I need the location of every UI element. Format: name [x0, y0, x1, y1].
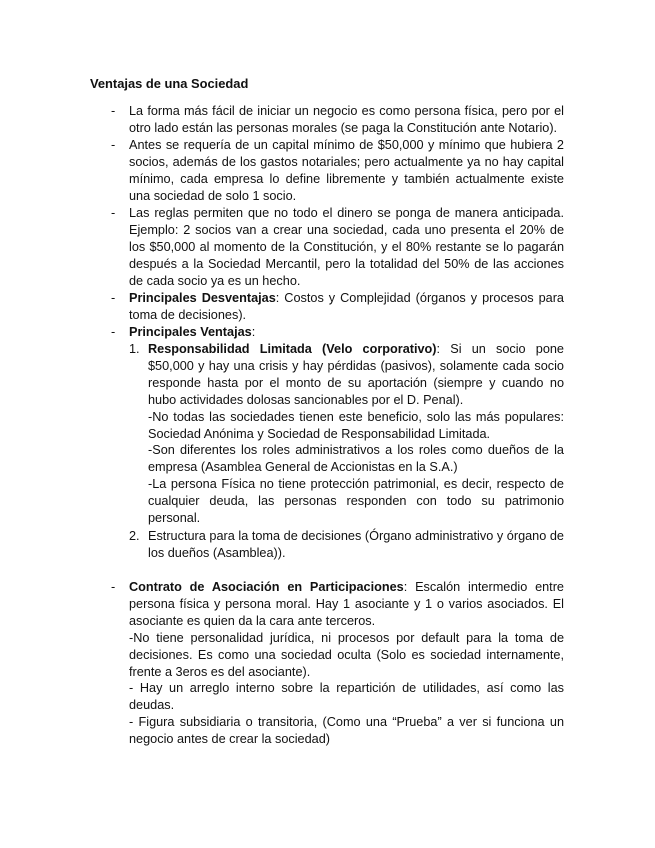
list-number: 1.: [129, 342, 140, 356]
ventaja-estructura: [148, 528, 564, 562]
ventaja-responsabilidad-limitada: [148, 341, 564, 527]
bullet-body: : Costos y Complejidad (órganos y procesos para toma de decisiones).: [129, 291, 564, 322]
bullet-heading: Principales Ventajas: [129, 325, 252, 339]
list-number: 2.: [129, 529, 140, 543]
bullet-dash: -: [111, 104, 116, 118]
ventaja-text: [148, 341, 564, 409]
bullet-text: [129, 290, 564, 324]
ventaja-heading: Responsabilidad Limitada (Velo corporativo): [148, 342, 437, 356]
bullet-note: -No tiene personalidad jurídica, ni procesos por default para la toma de decisiones. Es como una sociedad oculta (Solo es sociedad internamente, frente a 3eros es del asociante).: [129, 630, 564, 679]
bullet-dash: -: [111, 291, 116, 305]
bullet-reglas: [129, 205, 564, 290]
bullet-text: La forma más fácil de iniciar un negocio es como persona física, pero por el otro lado están las personas morales (se paga la Constitución ante Notario).: [129, 104, 564, 135]
bullet-dash: -: [111, 580, 116, 594]
bullet-capital-minimo: [129, 137, 564, 205]
bullet-persona-fisica: [129, 103, 564, 137]
ventaja-note: -La persona Física no tiene protección patrimonial, es decir, respecto de cualquier deuda, las personas responden con todo su patrimonio personal.: [148, 477, 564, 526]
ventaja-note: -No todas las sociedades tienen este beneficio, solo las más populares: Sociedad Anónima y Sociedad de Responsabilidad Limitada.: [148, 409, 564, 441]
ventaja-body: : Si un socio pone $50,000 y hay una crisis y hay pérdidas (pasivos), solamente cada socio responde hasta por el monto de su aportación (siempre y cuando no hubo actividades dolosas sancionables por el D. Penal).: [148, 342, 564, 407]
ventaja-note: -Son diferentes los roles administrativos a los roles como dueños de la empresa (Asamblea General de Accionistas en la S.A.): [148, 443, 564, 475]
bullet-heading: Contrato de Asociación en Participaciones: [129, 580, 404, 594]
bullet-body: : Escalón intermedio entre persona física y persona moral. Hay 1 asociante y 1 o varios asociados. El asociante es quien da la cara ante terceros.: [129, 580, 564, 628]
bullet-text: [129, 324, 564, 341]
bullet-heading: Principales Desventajas: [129, 291, 276, 305]
bullet-contrato-asociacion: [129, 579, 564, 748]
bullet-dash: -: [111, 325, 116, 339]
bullet-text: Antes se requería de un capital mínimo de $50,000 y mínimo que hubiera 2 socios, además de los gastos notariales; pero actualmente ya no hay capital mínimo, cada empresa lo define libremente y también actualmente existe una sociedad de solo 1 socio.: [129, 138, 564, 203]
ventaja-text: Estructura para la toma de decisiones (Órgano administrativo y órgano de los dueños (Asamblea)).: [148, 529, 564, 560]
section-title: Ventajas de una Sociedad: [90, 76, 249, 91]
bullet-dash: -: [111, 138, 116, 152]
bullet-text: Las reglas permiten que no todo el dinero se ponga de manera anticipada. Ejemplo: 2 socios van a crear una sociedad, cada uno presenta el 20% de los $50,000 al momento de la Constitución, y el 80% restante se lo pagarán después a la Sociedad Mercantil, pero la totalidad del 50% de las acciones de cada socio ya es un hecho.: [129, 206, 564, 288]
bullet-note: - Hay un arreglo interno sobre la repartición de utilidades, así como las deudas.: [129, 681, 564, 713]
bullet-desventajas: [129, 290, 564, 324]
bullet-note: - Figura subsidiaria o transitoria, (Como una “Prueba” a ver si funciona un negocio antes de crear la sociedad): [129, 715, 564, 747]
bullet-body: :: [251, 325, 256, 339]
bullet-ventajas: [129, 324, 564, 341]
bullet-text: [129, 579, 564, 630]
bullet-dash: -: [111, 206, 116, 220]
